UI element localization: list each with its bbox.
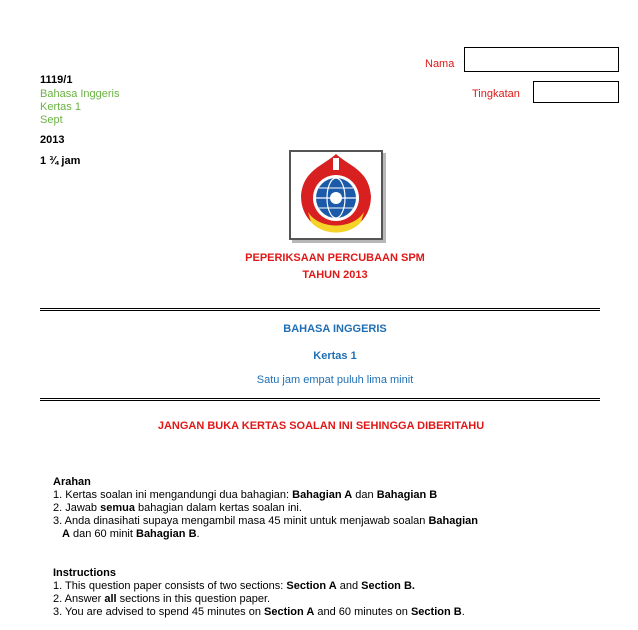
nama-field[interactable]	[464, 47, 619, 72]
duration-words: Satu jam empat puluh lima minit	[256, 374, 414, 386]
instructions-line-3: 3. You are advised to spend 45 minutes on Section A and 60 minutes on Section B.	[53, 606, 465, 618]
tingkatan-label: Tingkatan	[472, 88, 520, 100]
instructions-heading: Instructions	[53, 567, 116, 579]
subject-name: Bahasa Inggeris	[40, 88, 120, 100]
instructions-line-2: 2. Answer all sections in this question paper.	[53, 593, 271, 605]
arahan-heading: Arahan	[53, 476, 91, 488]
exam-duration: 1 ¾ jam	[40, 155, 81, 167]
school-crest-icon	[291, 152, 381, 238]
paper-code: 1119/1	[40, 74, 73, 86]
warning-text: JANGAN BUKA KERTAS SOALAN INI SEHINGGA DIBERITAHU	[157, 420, 485, 432]
arahan-section	[53, 476, 478, 541]
arahan-line-4: A dan 60 minit Bahagian B.	[62, 528, 200, 540]
subject-caps: BAHASA INGGERIS	[283, 323, 387, 335]
arahan-line-1: 1. Kertas soalan ini mengandungi dua bahagian: Bahagian A dan Bahagian B	[53, 489, 438, 501]
paper-number: Kertas 1	[40, 101, 81, 113]
paper-line: Kertas 1	[313, 350, 357, 362]
exam-title: PEPERIKSAAN PERCUBAAN SPM	[245, 252, 425, 264]
tingkatan-field[interactable]	[533, 81, 619, 103]
instructions-line-1: 1. This question paper consists of two sections: Section A and Section B.	[53, 580, 415, 592]
divider-top	[40, 308, 600, 311]
exam-year-line: TAHUN 2013	[302, 269, 368, 281]
exam-year: 2013	[40, 134, 65, 146]
instructions-section	[53, 567, 465, 619]
nama-label: Nama	[425, 58, 455, 70]
divider-bottom	[40, 398, 600, 401]
school-logo	[289, 150, 383, 240]
arahan-line-3: 3. Anda dinasihati supaya mengambil masa 45 minit untuk menjawab soalan Bahagian	[53, 515, 478, 527]
exam-month: Sept	[40, 114, 63, 126]
arahan-line-2: 2. Jawab semua bahagian dalam kertas soalan ini.	[53, 502, 302, 514]
